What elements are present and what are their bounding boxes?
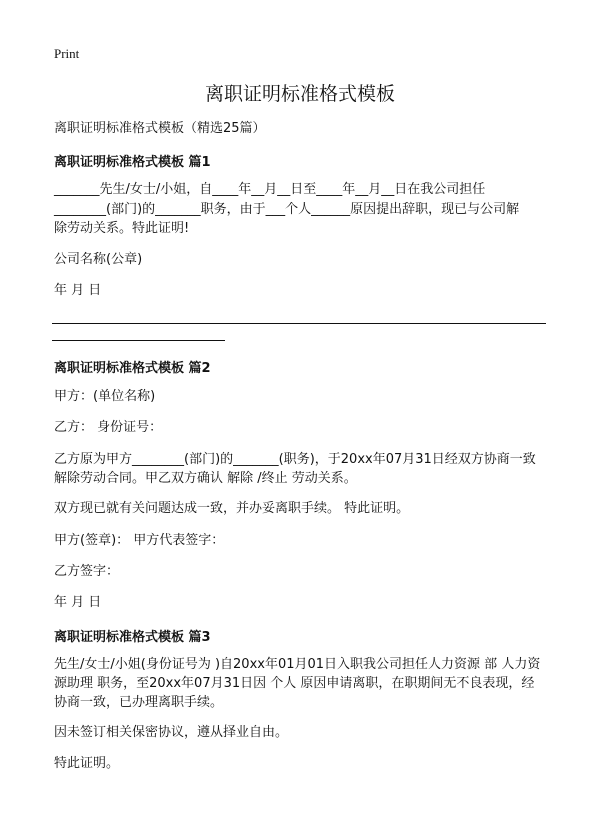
company-name: 公司名称(公章) xyxy=(54,252,143,267)
section3-p2: 因未签订相关保密协议，遵从择业自由。 xyxy=(54,725,289,740)
section2-p1-line-2: 解除劳动合同。甲乙双方确认 解除 /终止 劳动关系。 xyxy=(54,471,357,486)
section3-p1-line-1: 先生/女士/小姐(身份证号为 )自20xx年01月01日入职我公司担任人力资源 部 人力资 xyxy=(54,657,541,672)
section3-heading: 离职证明标准格式模板 篇3 xyxy=(54,630,211,645)
subtitle: 离职证明标准格式模板（精选25篇） xyxy=(54,121,266,136)
section1-date: 年 月 日 xyxy=(54,283,102,298)
party-b: 乙方： 身份证号： xyxy=(54,420,163,435)
sign-b: 乙方签字： xyxy=(54,564,120,579)
section1-line-2: ________(部门)的_______职务，由于___个人______原因提出辞职，现已与公司解 xyxy=(54,202,520,217)
section2-p1-line-1: 乙方原为甲方________(部门)的_______(职务)，于20xx年07月31日经双方协商一致 xyxy=(54,452,536,467)
section1-line-3: 除劳动关系。特此证明! xyxy=(54,221,190,236)
section3-p3: 特此证明。 xyxy=(54,756,120,771)
section2-heading: 离职证明标准格式模板 篇2 xyxy=(54,361,211,376)
page-title: 离职证明标准格式模板 xyxy=(204,83,395,105)
section1-line-1: _______先生/女士/小姐，自____年__月__日至____年__月__日在我公司担任 xyxy=(54,182,486,197)
print-label: Print xyxy=(54,46,80,61)
sign-a: 甲方(签章)： 甲方代表签字： xyxy=(54,533,225,548)
section3-p1-line-2: 源助理 职务，至20xx年07月31日因 个人 原因申请离职，在职期间无不良表现，经 xyxy=(54,676,535,691)
section2-date: 年 月 日 xyxy=(54,595,102,610)
divider-line xyxy=(52,323,546,324)
section1-heading: 离职证明标准格式模板 篇1 xyxy=(54,155,211,170)
divider-short-line xyxy=(52,340,225,341)
section2-p2: 双方现已就有关问题达成一致，并办妥离职手续。 特此证明。 xyxy=(54,501,410,516)
section3-p1-line-3: 协商一致，已办理离职手续。 xyxy=(54,695,224,710)
party-a: 甲方：(单位名称) xyxy=(54,389,156,404)
